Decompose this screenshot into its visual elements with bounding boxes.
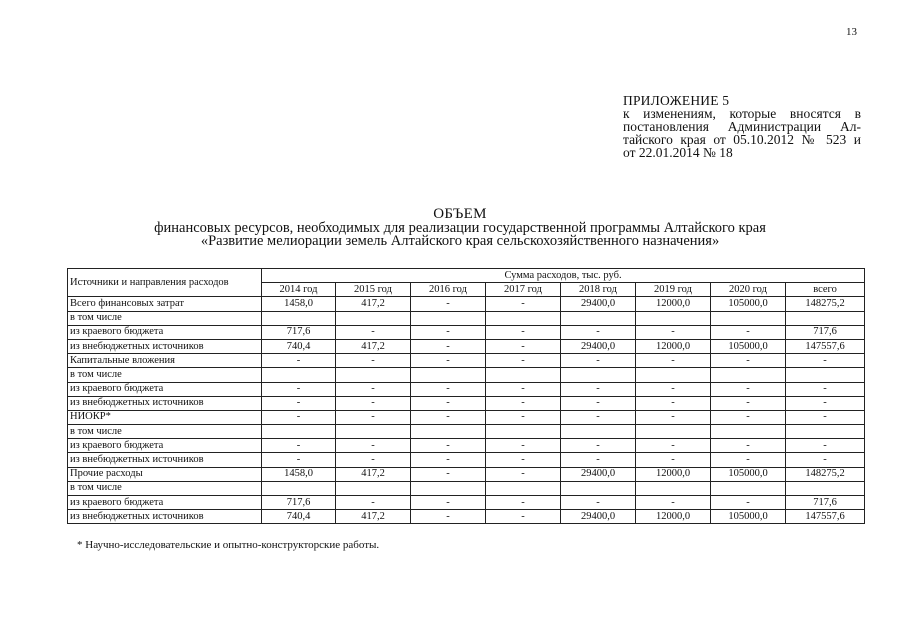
value-cell <box>636 425 711 439</box>
value-cell: - <box>411 467 486 481</box>
row-label: Капитальные вложения <box>68 354 262 368</box>
value-cell: - <box>561 496 636 510</box>
value-cell: - <box>786 354 865 368</box>
value-cell: - <box>336 354 411 368</box>
value-cell: 12000,0 <box>636 339 711 353</box>
document-heading <box>60 208 860 249</box>
heading-line-2: «Развитие мелиорации земель Алтайского края сельскохозяйственного назначения» <box>200 233 720 249</box>
value-cell: - <box>336 396 411 410</box>
value-cell: - <box>711 382 786 396</box>
value-cell: - <box>636 382 711 396</box>
value-cell <box>711 481 786 495</box>
value-cell: - <box>411 510 486 524</box>
value-cell: - <box>786 439 865 453</box>
value-cell: - <box>786 453 865 467</box>
value-cell: 417,2 <box>336 467 411 481</box>
value-cell <box>336 368 411 382</box>
value-cell <box>262 481 336 495</box>
value-cell: - <box>786 396 865 410</box>
value-cell: 717,6 <box>786 496 865 510</box>
value-cell: - <box>711 325 786 339</box>
value-cell <box>262 311 336 325</box>
value-cell: - <box>711 410 786 424</box>
appendix-line: от 22.01.2014 № 18 <box>623 145 733 160</box>
value-cell: - <box>561 325 636 339</box>
appendix-line: постановления Администрации Ал- <box>623 119 861 134</box>
appendix-block <box>623 94 861 159</box>
row-label: из краевого бюджета <box>68 439 262 453</box>
value-cell: - <box>561 439 636 453</box>
value-cell: - <box>711 453 786 467</box>
header-row <box>68 269 865 283</box>
value-cell: - <box>561 453 636 467</box>
value-cell: - <box>486 467 561 481</box>
value-cell <box>411 481 486 495</box>
table-row <box>68 481 865 495</box>
heading-title: ОБЪЕМ <box>433 206 487 222</box>
value-cell <box>786 368 865 382</box>
value-cell: - <box>636 410 711 424</box>
value-cell <box>262 425 336 439</box>
amount-header: Сумма расходов, тыс. руб. <box>262 269 865 283</box>
value-cell <box>636 311 711 325</box>
value-cell: 29400,0 <box>561 297 636 311</box>
value-cell: 105000,0 <box>711 297 786 311</box>
value-cell: - <box>336 439 411 453</box>
row-label: из внебюджетных источников <box>68 510 262 524</box>
value-cell: 417,2 <box>336 297 411 311</box>
value-cell: - <box>636 453 711 467</box>
value-cell: 29400,0 <box>561 510 636 524</box>
value-cell <box>786 425 865 439</box>
value-cell: 148275,2 <box>786 297 865 311</box>
value-cell: - <box>411 396 486 410</box>
value-cell: - <box>486 496 561 510</box>
value-cell <box>711 425 786 439</box>
year-header: 2019 год <box>636 283 711 297</box>
value-cell: - <box>486 510 561 524</box>
value-cell <box>486 425 561 439</box>
value-cell: 740,4 <box>262 339 336 353</box>
value-cell: 105000,0 <box>711 467 786 481</box>
value-cell: - <box>262 382 336 396</box>
value-cell <box>636 368 711 382</box>
table-row <box>68 425 865 439</box>
value-cell: 12000,0 <box>636 467 711 481</box>
table-row <box>68 467 865 481</box>
value-cell: - <box>336 496 411 510</box>
value-cell: - <box>336 453 411 467</box>
table-row <box>68 354 865 368</box>
value-cell: - <box>411 453 486 467</box>
value-cell: - <box>411 496 486 510</box>
value-cell: - <box>411 325 486 339</box>
table-row <box>68 325 865 339</box>
value-cell: 717,6 <box>262 325 336 339</box>
table-row <box>68 396 865 410</box>
value-cell <box>486 481 561 495</box>
value-cell: - <box>636 496 711 510</box>
footnote: * Научно-исследовательские и опытно-конструкторские работы. <box>77 539 380 551</box>
row-label: Прочие расходы <box>68 467 262 481</box>
table-row <box>68 339 865 353</box>
value-cell: - <box>711 354 786 368</box>
table-row <box>68 496 865 510</box>
row-label: из внебюджетных источников <box>68 339 262 353</box>
value-cell: - <box>486 339 561 353</box>
value-cell: - <box>561 382 636 396</box>
value-cell: 417,2 <box>336 339 411 353</box>
value-cell: - <box>486 325 561 339</box>
value-cell: - <box>561 410 636 424</box>
value-cell <box>336 481 411 495</box>
value-cell: 717,6 <box>262 496 336 510</box>
value-cell: - <box>486 297 561 311</box>
year-header: 2020 год <box>711 283 786 297</box>
row-label: в том числе <box>68 311 262 325</box>
table-row <box>68 510 865 524</box>
table-row <box>68 368 865 382</box>
value-cell: - <box>411 339 486 353</box>
row-label: в том числе <box>68 425 262 439</box>
value-cell: 148275,2 <box>786 467 865 481</box>
value-cell: 105000,0 <box>711 339 786 353</box>
value-cell: - <box>711 396 786 410</box>
year-header: 2017 год <box>486 283 561 297</box>
value-cell <box>336 425 411 439</box>
value-cell: - <box>411 354 486 368</box>
value-cell <box>561 425 636 439</box>
value-cell: - <box>711 439 786 453</box>
row-label: из внебюджетных источников <box>68 396 262 410</box>
value-cell: 12000,0 <box>636 510 711 524</box>
value-cell <box>262 368 336 382</box>
value-cell: - <box>636 439 711 453</box>
value-cell: - <box>262 453 336 467</box>
row-label: из внебюджетных источников <box>68 453 262 467</box>
table-row <box>68 311 865 325</box>
value-cell <box>411 368 486 382</box>
value-cell <box>711 368 786 382</box>
value-cell: - <box>262 396 336 410</box>
value-cell: - <box>262 439 336 453</box>
value-cell: - <box>561 396 636 410</box>
value-cell <box>561 368 636 382</box>
value-cell: 1458,0 <box>262 467 336 481</box>
value-cell: - <box>411 439 486 453</box>
value-cell: 105000,0 <box>711 510 786 524</box>
table-row <box>68 297 865 311</box>
value-cell: 740,4 <box>262 510 336 524</box>
value-cell <box>786 311 865 325</box>
value-cell: 12000,0 <box>636 297 711 311</box>
value-cell: - <box>336 325 411 339</box>
value-cell: 1458,0 <box>262 297 336 311</box>
row-label: из краевого бюджета <box>68 325 262 339</box>
value-cell <box>411 311 486 325</box>
value-cell: - <box>786 410 865 424</box>
table-row <box>68 439 865 453</box>
value-cell: 29400,0 <box>561 339 636 353</box>
value-cell: - <box>486 354 561 368</box>
value-cell: 147557,6 <box>786 510 865 524</box>
year-header: 2016 год <box>411 283 486 297</box>
value-cell: - <box>486 382 561 396</box>
value-cell: - <box>486 439 561 453</box>
heading-line-1: финансовых ресурсов, необходимых для реализации государственной программы Алтайского края <box>154 219 766 236</box>
value-cell: - <box>636 396 711 410</box>
value-cell <box>411 425 486 439</box>
value-cell: 717,6 <box>786 325 865 339</box>
finance-table <box>67 268 865 524</box>
appendix-line: к изменениям, которые вносятся в <box>623 106 861 121</box>
row-label: в том числе <box>68 481 262 495</box>
year-header: 2015 год <box>336 283 411 297</box>
appendix-line: тайского края от 05.10.2012 № 523 и <box>623 132 861 147</box>
value-cell: - <box>486 453 561 467</box>
value-cell <box>786 481 865 495</box>
value-cell: - <box>786 382 865 396</box>
value-cell: - <box>411 410 486 424</box>
page-number: 13 <box>846 26 857 38</box>
value-cell: - <box>262 354 336 368</box>
value-cell <box>636 481 711 495</box>
value-cell: - <box>262 410 336 424</box>
value-cell: 417,2 <box>336 510 411 524</box>
table-row <box>68 410 865 424</box>
value-cell <box>486 368 561 382</box>
year-header: 2014 год <box>262 283 336 297</box>
row-label: из краевого бюджета <box>68 382 262 396</box>
value-cell: - <box>336 410 411 424</box>
appendix-title: ПРИЛОЖЕНИЕ 5 <box>623 93 730 108</box>
year-header: 2018 год <box>561 283 636 297</box>
value-cell <box>486 311 561 325</box>
value-cell: - <box>336 382 411 396</box>
value-cell: - <box>411 382 486 396</box>
value-cell: - <box>561 354 636 368</box>
value-cell: - <box>636 325 711 339</box>
value-cell: - <box>711 496 786 510</box>
row-label: из краевого бюджета <box>68 496 262 510</box>
value-cell: 29400,0 <box>561 467 636 481</box>
value-cell: - <box>486 410 561 424</box>
value-cell: - <box>636 354 711 368</box>
value-cell: - <box>486 396 561 410</box>
table-row <box>68 453 865 467</box>
value-cell: 147557,6 <box>786 339 865 353</box>
sources-header: Источники и направления расходов <box>68 269 262 297</box>
value-cell <box>561 481 636 495</box>
row-label: Всего финансовых затрат <box>68 297 262 311</box>
total-header: всего <box>786 283 865 297</box>
value-cell <box>336 311 411 325</box>
row-label: в том числе <box>68 368 262 382</box>
table-row <box>68 382 865 396</box>
value-cell <box>711 311 786 325</box>
row-label: НИОКР* <box>68 410 262 424</box>
value-cell: - <box>411 297 486 311</box>
value-cell <box>561 311 636 325</box>
